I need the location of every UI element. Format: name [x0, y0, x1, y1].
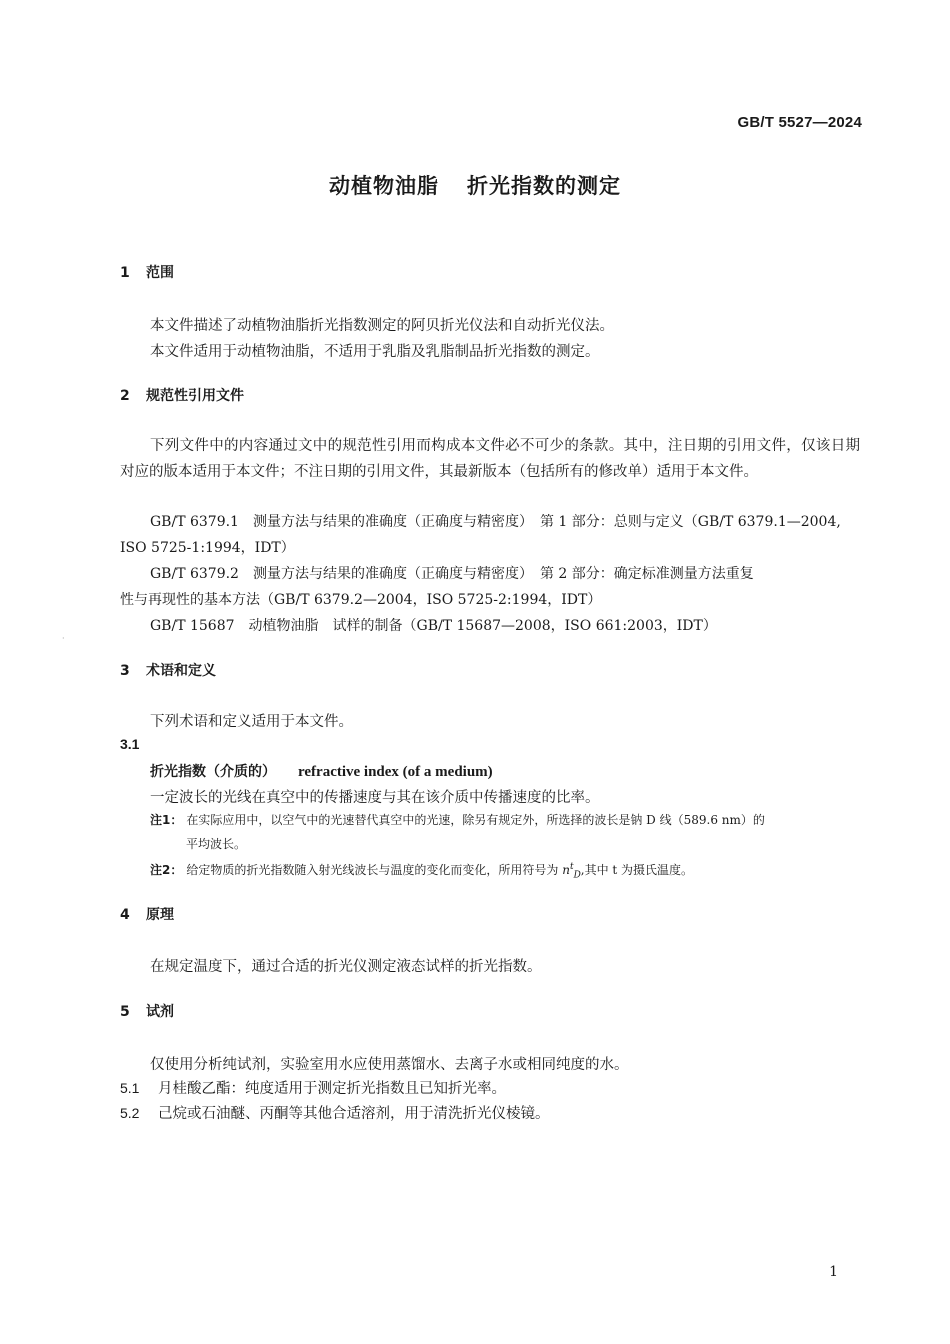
section-4-heading — [120, 904, 174, 924]
standard-code: GB/T 5527—2024 — [737, 114, 862, 131]
reference-line: 性与再现性的基本方法（GB/T 6379.2—2004，ISO 5725-2:1994，IDT） — [120, 592, 602, 608]
reference-line: GB/T 6379.1 测量方法与结果的准确度（正确度与精密度） 第 1 部分：总则与定义（GB/T 6379.1—2004, — [150, 514, 841, 530]
title-part-1: 动植物油脂 — [329, 174, 439, 198]
reference-line: ISO 5725-1:1994，IDT） — [120, 540, 295, 556]
note-text-tail: ,其中 t 为摄氏温度。 — [580, 863, 694, 877]
reagent-item-5-1 — [120, 1077, 506, 1098]
refractive-index-symbol: $n^t_D$ — [562, 862, 581, 881]
term-english: refractive index (of a medium) — [298, 764, 493, 780]
note-2 — [150, 855, 862, 887]
note-text-continued: 平均波长。 — [186, 837, 247, 851]
section-number: 5 — [120, 1004, 130, 1020]
section-title: 术语和定义 — [146, 663, 216, 679]
term-number: 3.1 — [120, 736, 140, 752]
section-title: 范围 — [146, 265, 174, 281]
section-number: 3 — [120, 663, 130, 679]
section-number: 1 — [120, 265, 130, 281]
reference-gbt-6379-1 — [120, 509, 860, 561]
page-number: 1 — [829, 1264, 838, 1280]
term-chinese: 折光指数（介质的） — [150, 764, 276, 780]
term-entry — [150, 761, 493, 781]
normative-references-intro: 下列文件中的内容通过文中的规范性引用而构成本文件必不可少的条款。其中，注日期的引用文件，仅该日期对应的版本适用于本文件；不注日期的引用文件，其最新版本（包括所有的修改单）适用于本文件。 — [120, 438, 860, 480]
terms-intro: 下列术语和定义适用于本文件。 — [150, 714, 353, 730]
note-label: 注2： — [150, 863, 183, 877]
scope-paragraph-1: 本文件描述了动植物油脂折光指数测定的阿贝折光仪法和自动折光仪法。 — [150, 318, 614, 334]
reference-gbt-6379-2 — [120, 561, 860, 613]
item-text: 月桂酸乙酯：纯度适用于测定折光指数且已知折光率。 — [158, 1081, 506, 1097]
section-number: 4 — [120, 907, 130, 923]
title-part-2: 折光指数的测定 — [467, 174, 621, 198]
note-text: 给定物质的折光指数随入射光线波长与温度的变化而变化，所用符号为 — [186, 863, 559, 877]
item-number: 5.1 — [120, 1080, 140, 1096]
item-text: 己烷或石油醚、丙酮等其他合适溶剂，用于清洗折光仪棱镜。 — [158, 1106, 550, 1122]
reference-gbt-15687 — [120, 613, 860, 639]
section-title: 试剂 — [146, 1004, 174, 1020]
section-5-heading — [120, 1001, 174, 1021]
section-number: 2 — [120, 388, 130, 404]
section-title: 原理 — [146, 907, 174, 923]
section-1-heading — [120, 262, 174, 282]
note-1 — [150, 808, 862, 856]
item-number: 5.2 — [120, 1105, 140, 1121]
reagent-item-5-2 — [120, 1102, 550, 1123]
reference-line: GB/T 6379.2 测量方法与结果的准确度（正确度与精密度） 第 2 部分：确定标准测量方法重复 — [150, 566, 754, 582]
scan-edge-mark: · — [62, 634, 65, 643]
section-title: 规范性引用文件 — [146, 388, 244, 404]
reference-line: GB/T 15687 动植物油脂 试样的制备（GB/T 15687—2008，ISO 661:2003，IDT） — [150, 618, 717, 634]
section-3-heading — [120, 660, 216, 680]
note-text: 在实际应用中，以空气中的光速替代真空中的光速，除另有规定外，所选择的波长是钠 D 线（589.6 nm）的 — [186, 813, 765, 827]
document-title — [0, 170, 950, 200]
note-label: 注1： — [150, 813, 183, 827]
section-2-heading — [120, 385, 244, 405]
reagents-intro: 仅使用分析纯试剂，实验室用水应使用蒸馏水、去离子水或相同纯度的水。 — [150, 1057, 629, 1073]
scope-paragraph-2: 本文件适用于动植物油脂，不适用于乳脂及乳脂制品折光指数的测定。 — [150, 344, 600, 360]
principle-paragraph: 在规定温度下，通过合适的折光仪测定液态试样的折光指数。 — [150, 959, 542, 975]
term-definition: 一定波长的光线在真空中的传播速度与其在该介质中传播速度的比率。 — [150, 790, 600, 806]
